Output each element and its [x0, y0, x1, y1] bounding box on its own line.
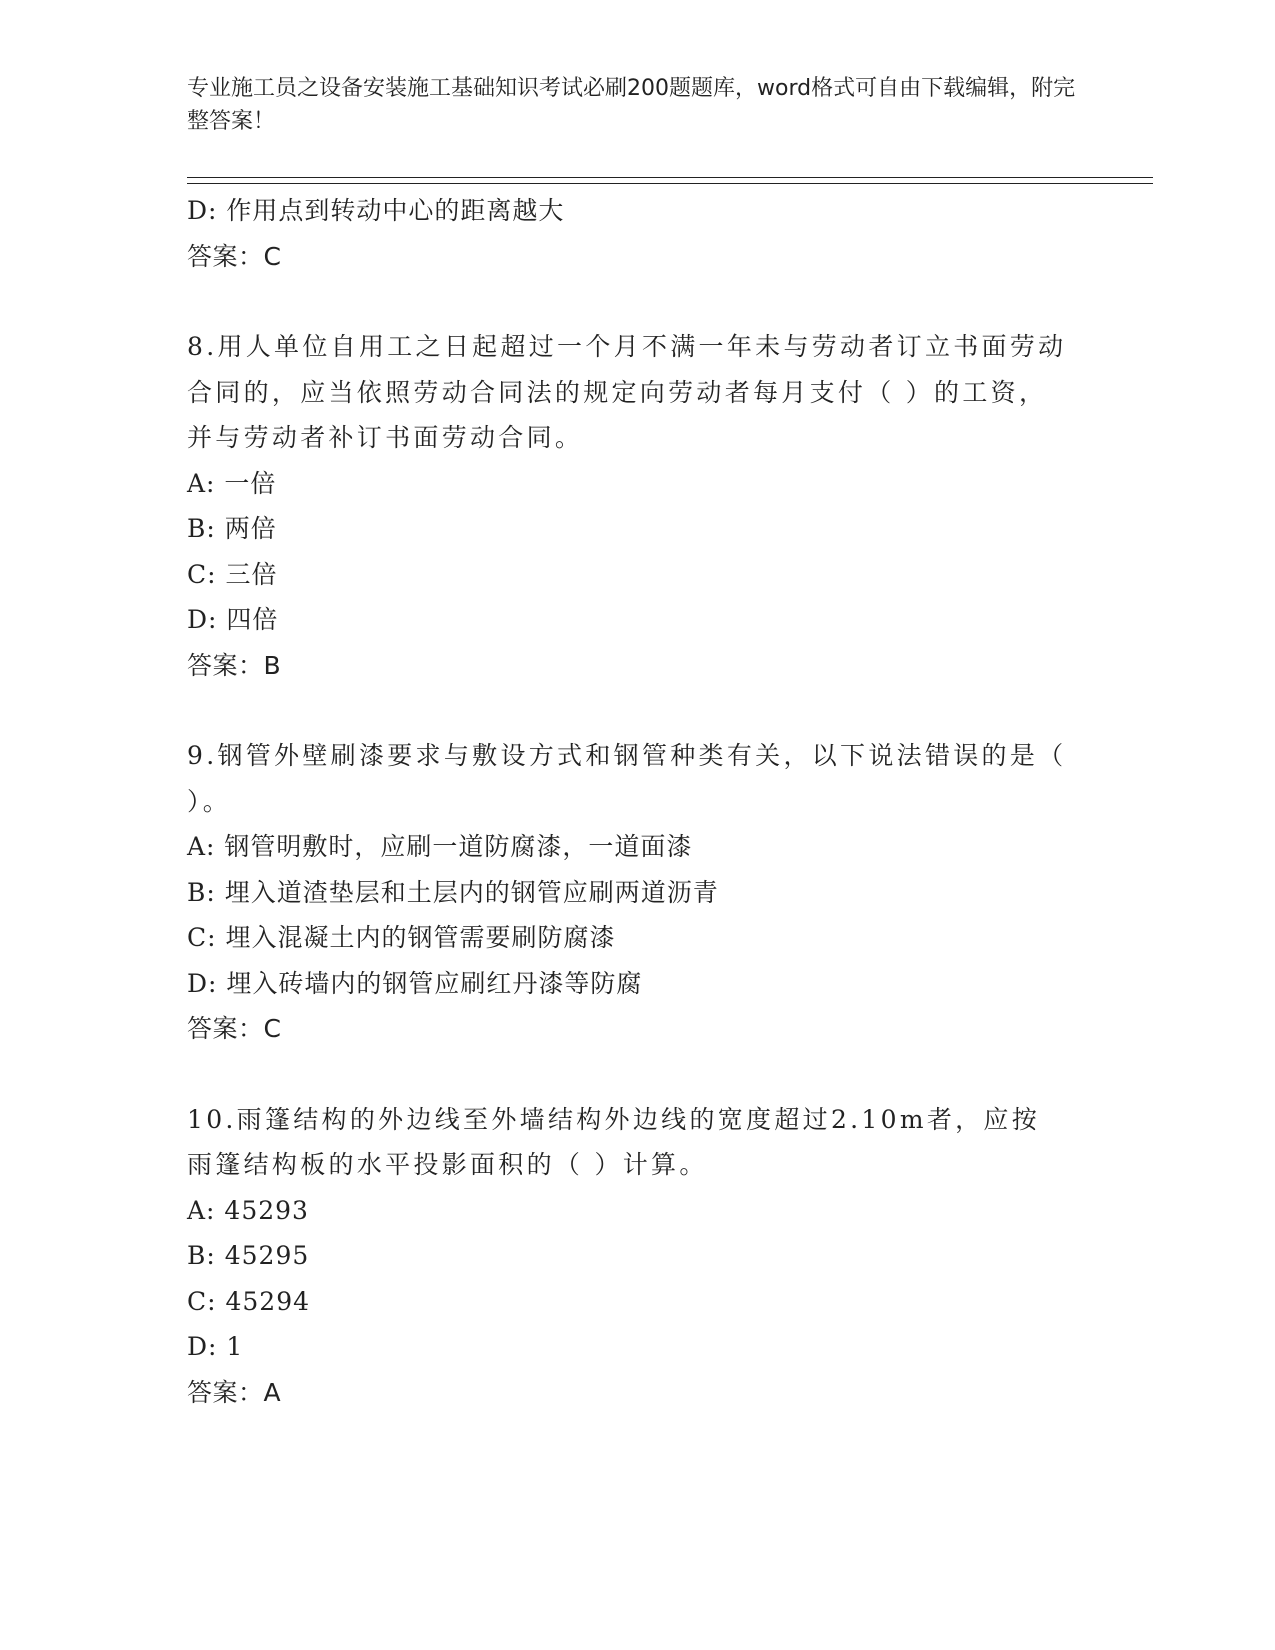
question-stem: 10.雨篷结构的外边线至外墙结构外边线的宽度超过2.10m者，应按雨篷结构板的水平投影面积的（ ）计算。 — [187, 1104, 1041, 1179]
option-b: B: 埋入道渣垫层和土层内的钢管应刷两道沥青 — [187, 877, 719, 907]
question-9 — [187, 733, 1097, 1052]
option-d: D: 四倍 — [187, 605, 279, 634]
option-b: B: 45295 — [187, 1241, 310, 1270]
document-title: 专业施工员之设备安装施工基础知识考试必刷200题题库，word格式可自由下载编辑，附完整答案！ — [187, 76, 1076, 134]
continued-question — [187, 188, 1097, 279]
page-header — [187, 72, 1087, 138]
answer-line: 答案：A — [187, 1377, 282, 1407]
option-c: C: 埋入混凝土内的钢管需要刷防腐漆 — [187, 923, 616, 952]
answer-line: 答案：C — [187, 241, 282, 271]
question-10 — [187, 1097, 1097, 1416]
header-divider-top — [187, 177, 1153, 178]
option-c: C: 三倍 — [187, 559, 278, 589]
question-list — [187, 188, 1097, 1415]
option-a: A: 45293 — [187, 1195, 309, 1225]
answer-line: 答案：B — [187, 650, 282, 680]
header-divider-bottom — [187, 183, 1153, 184]
option-a: A: 一倍 — [187, 468, 277, 498]
option-d: D: 作用点到转动中心的距离越大 — [187, 196, 565, 225]
option-a: A: 钢管明敷时，应刷一道防腐漆，一道面漆 — [187, 832, 693, 861]
question-stem: 8.用人单位自用工之日起超过一个月不满一年未与劳动者订立书面劳动合同的，应当依照劳动合同法的规定向劳动者每月支付（ ）的工资，并与劳动者补订书面劳动合同。 — [187, 332, 1067, 452]
answer-line: 答案：C — [187, 1014, 282, 1043]
option-d: D: 1 — [187, 1332, 244, 1361]
question-stem: 9.钢管外壁刷漆要求与敷设方式和钢管种类有关，以下说法错误的是（ ）。 — [187, 741, 1067, 816]
option-b: B: 两倍 — [187, 514, 277, 543]
question-8 — [187, 324, 1097, 688]
option-c: C: 45294 — [187, 1286, 311, 1316]
option-d: D: 埋入砖墙内的钢管应刷红丹漆等防腐 — [187, 968, 643, 998]
